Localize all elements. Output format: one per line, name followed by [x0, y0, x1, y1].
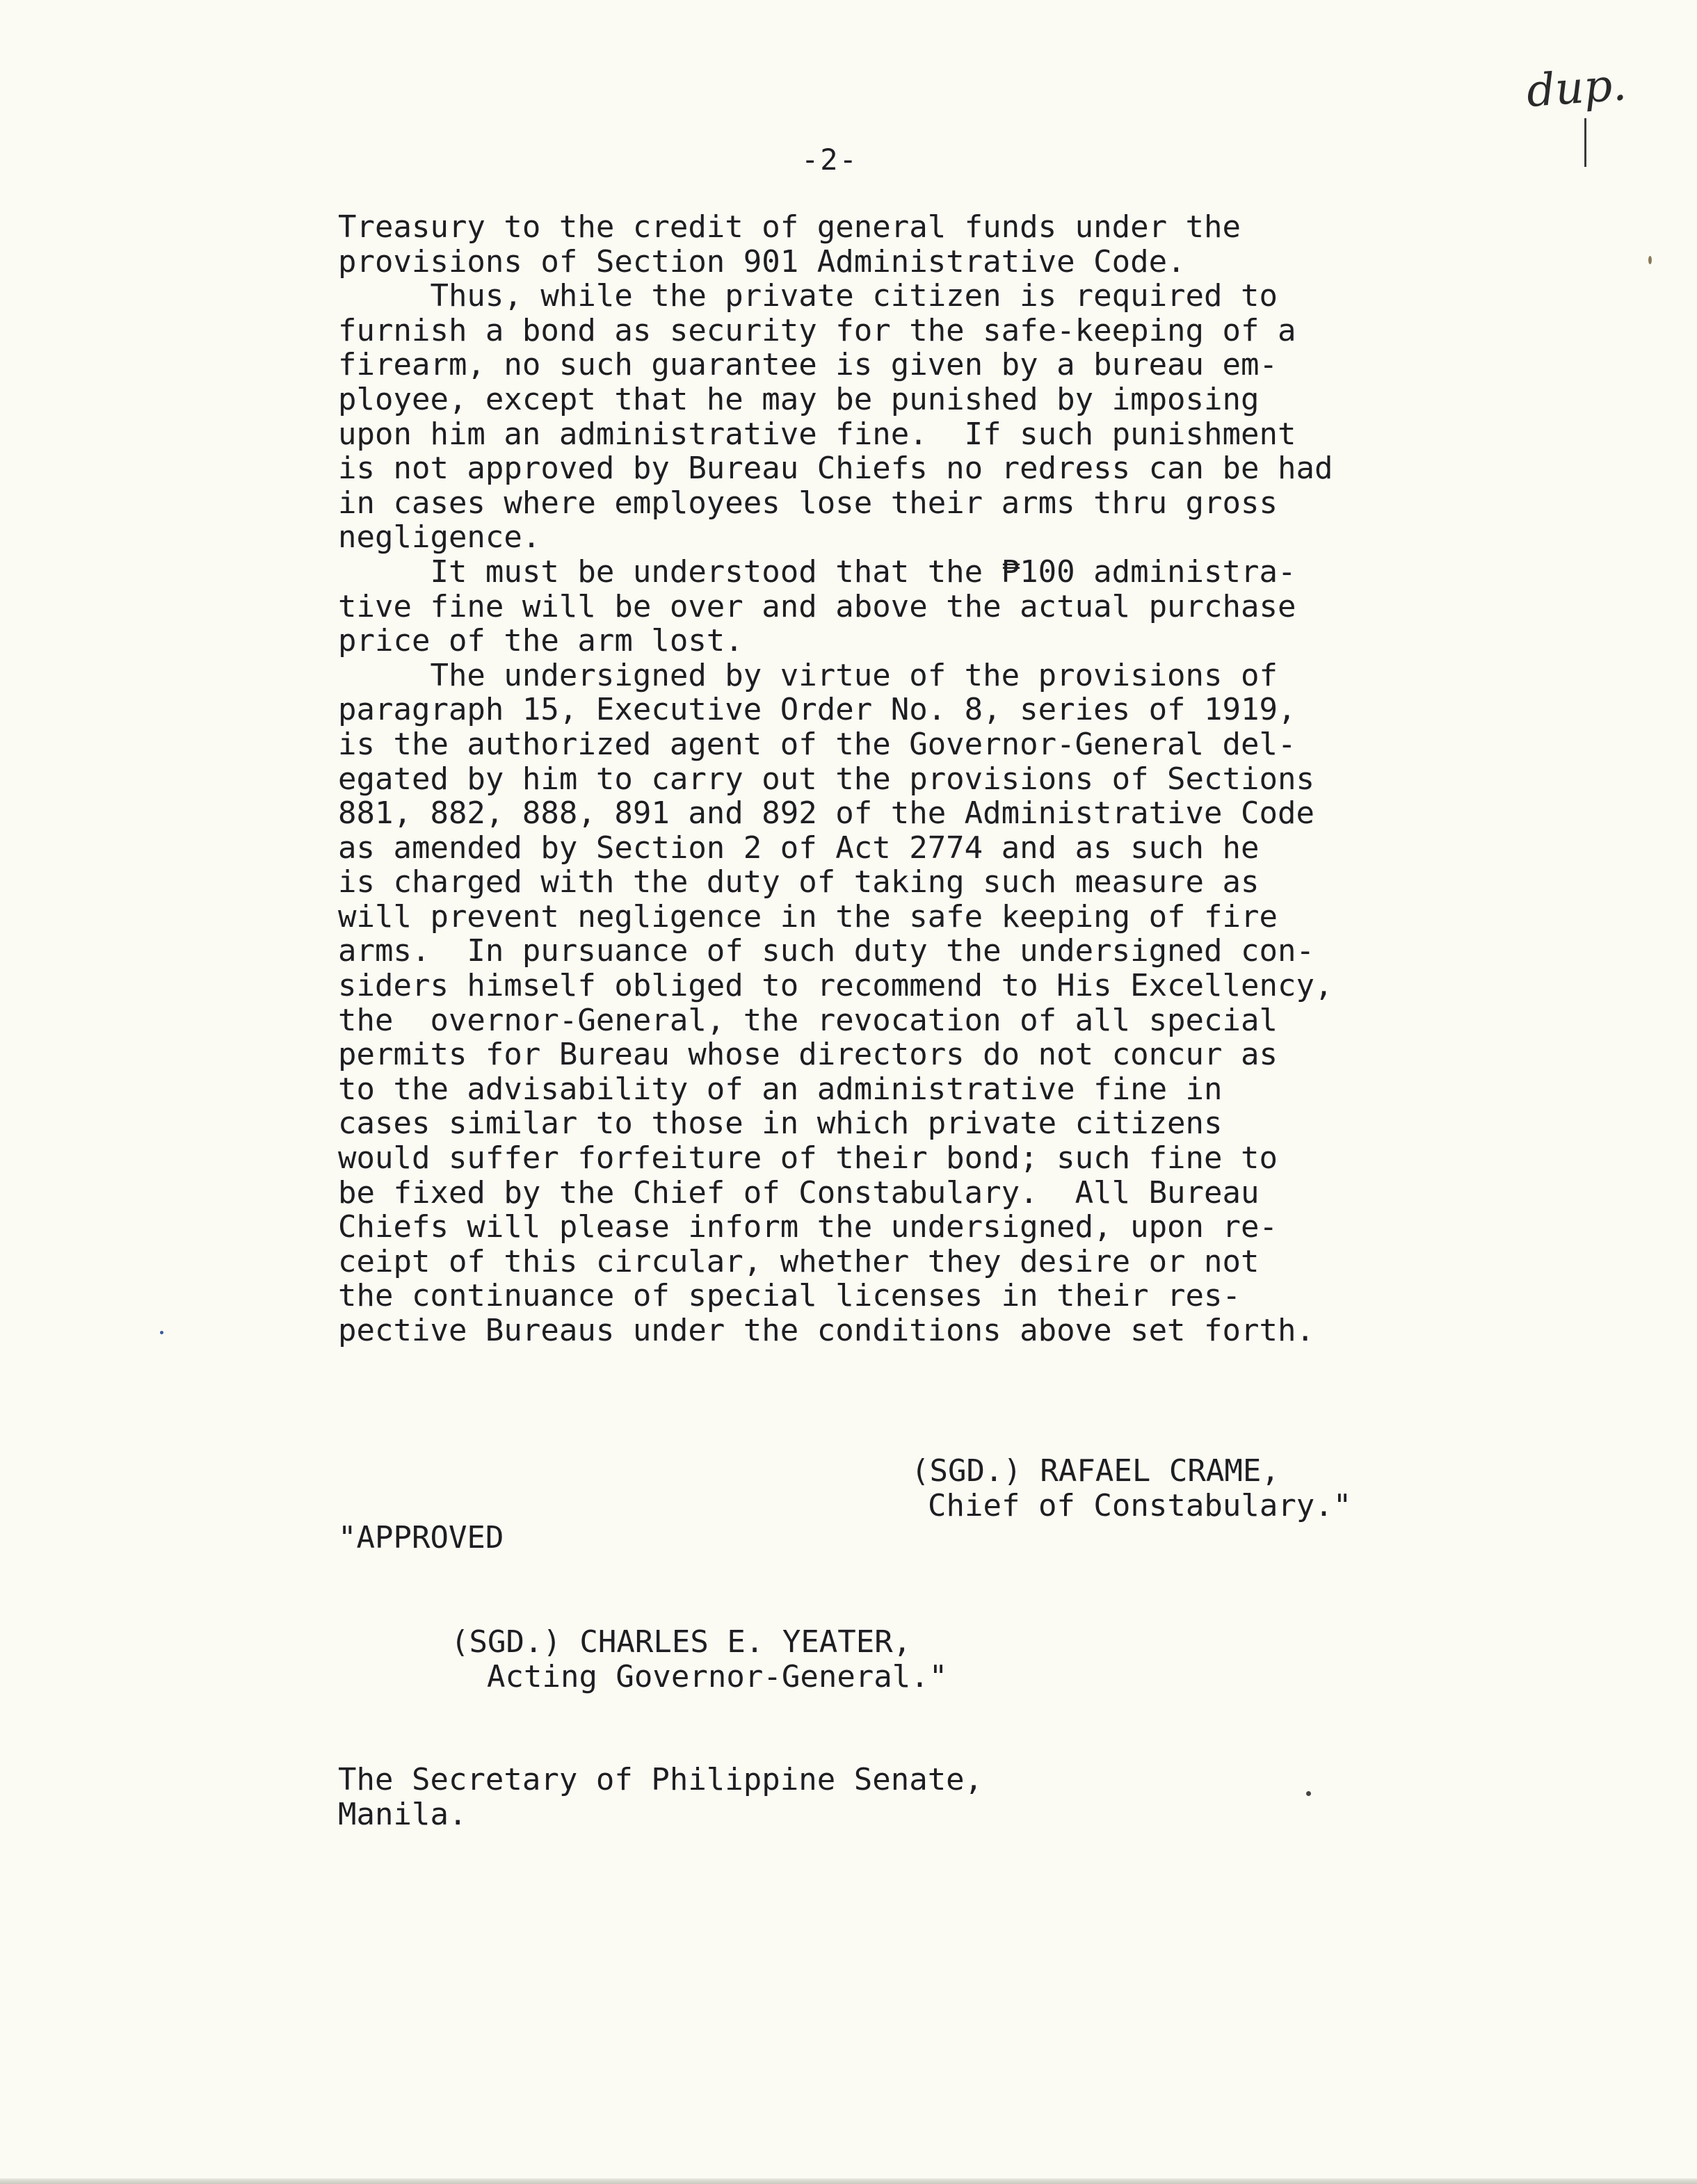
body-line: the continuance of special licenses in their res-: [338, 1278, 1241, 1314]
body-line: will prevent negligence in the safe keeping of fire: [338, 898, 1278, 935]
ink-speck: [1306, 1791, 1311, 1796]
yeater-signature-line: (SGD.) CHARLES E. YEATER,: [451, 1624, 912, 1660]
body-line: permits for Bureau whose directors do not concur as: [338, 1037, 1278, 1073]
body-line: is not approved by Bureau Chiefs no redress can be had: [338, 451, 1333, 487]
body-line: ceipt of this circular, whether they desire or not: [338, 1243, 1260, 1279]
yeater-title-line: Acting Governor-General.": [487, 1659, 948, 1694]
body-line: siders himself obliged to recommend to His Excellency,: [338, 968, 1333, 1004]
ink-speck: [160, 1331, 163, 1334]
crame-signature-line: (SGD.) RAFAEL CRAME,: [911, 1453, 1280, 1489]
body-line: cases similar to those in which private citizens: [338, 1106, 1223, 1142]
crame-title-line: Chief of Constabulary.": [928, 1488, 1352, 1523]
handwritten-annotation: dup.: [1525, 59, 1628, 118]
body-line: Thus, while the private citizen is required to: [338, 278, 1278, 314]
body-line: Treasury to the credit of general funds under the: [338, 209, 1241, 245]
body-line: would suffer forfeiture of their bond; such fine to: [338, 1140, 1278, 1176]
approved-label: "APPROVED: [338, 1520, 504, 1555]
body-line: is the authorized agent of the Governor-General del-: [338, 726, 1296, 762]
letter-body: [338, 210, 1548, 1348]
body-line: It must be understood that the ₱100 administra-: [338, 553, 1296, 590]
page-number: -2-: [801, 143, 858, 177]
body-line: 881, 882, 888, 891 and 892 of the Administrative Code: [338, 795, 1314, 832]
body-line: price of the arm lost.: [338, 623, 743, 659]
body-line: be fixed by the Chief of Constabulary. All Bureau: [338, 1174, 1260, 1211]
scan-edge: [0, 2178, 1697, 2184]
body-line: is charged with the duty of taking such measure as: [338, 864, 1260, 900]
body-line: ployee, except that he may be punished by imposing: [338, 381, 1260, 417]
annotation-mark: [1584, 118, 1586, 167]
body-line: tive fine will be over and above the actual purchase: [338, 588, 1296, 624]
body-line: furnish a bond as security for the safe-keeping of a: [338, 312, 1296, 348]
body-line: Chiefs will please inform the undersigned, upon re-: [338, 1209, 1278, 1245]
body-line: arms. In pursuance of such duty the undersigned con-: [338, 933, 1314, 969]
body-line: egated by him to carry out the provisions of Sections: [338, 761, 1314, 797]
body-line: in cases where employees lose their arms thru gross: [338, 485, 1278, 521]
body-line: to the advisability of an administrative fine in: [338, 1071, 1223, 1107]
ink-speck: [1648, 256, 1652, 264]
body-line: provisions of Section 901 Administrative Code.: [338, 243, 1186, 280]
body-line: paragraph 15, Executive Order No. 8, series of 1919,: [338, 692, 1296, 728]
addressee-city: Manila.: [338, 1797, 467, 1832]
body-line: as amended by Section 2 of Act 2774 and as such he: [338, 830, 1260, 866]
body-line: pective Bureaus under the conditions above set forth.: [338, 1313, 1314, 1348]
body-line: firearm, no such guarantee is given by a bureau em-: [338, 347, 1278, 383]
body-line: the overnor-General, the revocation of all special: [338, 1002, 1278, 1038]
addressee-line: The Secretary of Philippine Senate,: [338, 1762, 983, 1797]
body-line: negligence.: [338, 519, 541, 556]
body-line: upon him an administrative fine. If such punishment: [338, 416, 1296, 452]
body-line: The undersigned by virtue of the provisions of: [338, 657, 1278, 693]
